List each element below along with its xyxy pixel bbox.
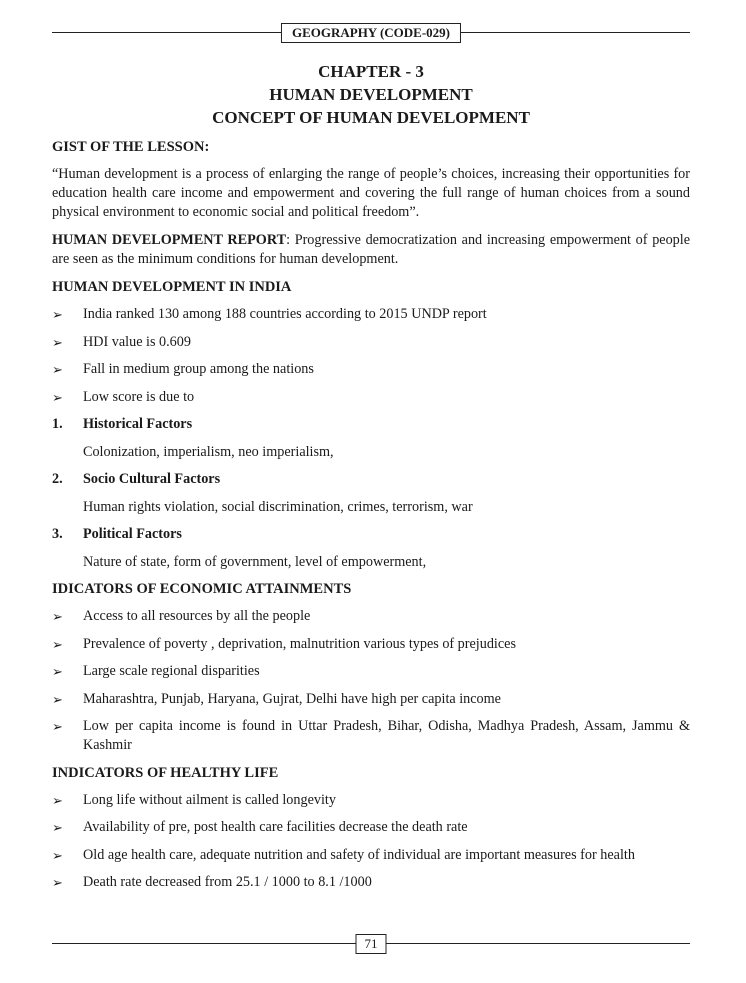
factor-heading: 3. Political Factors	[52, 526, 182, 542]
arrow-bullet-icon: ➢	[52, 636, 63, 652]
chapter-number: CHAPTER - 3	[318, 62, 424, 81]
page-number: 71	[356, 934, 387, 954]
list-item: ➢ HDI value is 0.609	[52, 333, 191, 350]
gist-heading: GIST OF THE LESSON:	[52, 139, 210, 155]
factor-heading: 2. Socio Cultural Factors	[52, 471, 221, 487]
page-content	[52, 138, 690, 901]
hd-india-heading: HUMAN DEVELOPMENT IN INDIA	[52, 279, 292, 295]
topic-title: CONCEPT OF HUMAN DEVELOPMENT	[212, 108, 530, 127]
chapter-titles	[52, 60, 690, 129]
page-footer	[52, 934, 690, 956]
arrow-bullet-icon: ➢	[52, 847, 63, 863]
arrow-bullet-icon: ➢	[52, 362, 63, 377]
list-item: ➢ Old age health care, adequate nutrition and safety of individual are important measures for health	[52, 846, 635, 863]
arrow-bullet-icon: ➢	[52, 719, 63, 734]
arrow-bullet-icon: ➢	[52, 334, 63, 350]
list-item: ➢ Low per capita income is found in Uttar Pradesh, Bihar, Odisha, Madhya Pradesh, Assam, Jammu & Kashmir	[52, 718, 690, 753]
page-header	[52, 23, 690, 43]
arrow-bullet-icon: ➢	[52, 820, 63, 835]
list-item: ➢ Maharashtra, Punjab, Haryana, Gujrat, Delhi have high per capita income	[52, 690, 501, 707]
factor-description: Nature of state, form of government, level of empowerment,	[83, 553, 427, 570]
list-item: ➢ India ranked 130 among 188 countries according to 2015 UNDP report	[52, 306, 487, 322]
healthy-heading: INDICATORS OF HEALTHY LIFE	[52, 764, 279, 781]
list-item: ➢ Large scale regional disparities	[52, 663, 260, 679]
gist-quote: “Human development is a process of enlarging the range of people’s choices, increasing their opportunities for education health care income and empowerment and covering the full range of human choices from a sound physical environment to economic social and political freedom”.	[52, 166, 690, 220]
arrow-bullet-icon: ➢	[52, 307, 63, 322]
factor-description: Human rights violation, social discrimination, crimes, terrorism, war	[83, 498, 473, 515]
arrow-bullet-icon: ➢	[52, 792, 63, 808]
list-item: ➢ Fall in medium group among the nations	[52, 361, 314, 377]
arrow-bullet-icon: ➢	[52, 875, 63, 890]
list-item: ➢ Availability of pre, post health care facilities decrease the death rate	[52, 819, 468, 835]
arrow-bullet-icon: ➢	[52, 609, 63, 624]
unit-title: HUMAN DEVELOPMENT	[269, 85, 473, 104]
list-item: ➢ Long life without ailment is called longevity	[52, 791, 336, 808]
hdr-paragraph	[52, 231, 690, 269]
hdr-text: : Progressive democratization and increasing empowerment of people are seen as the minimum conditions for human development.	[52, 232, 691, 267]
factor-heading: 1. Historical Factors	[52, 416, 193, 432]
list-item: ➢ Death rate decreased from 25.1 / 1000 to 8.1 /1000	[52, 874, 372, 890]
arrow-bullet-icon: ➢	[52, 389, 63, 405]
factor-description: Colonization, imperialism, neo imperialism,	[83, 443, 334, 460]
economic-heading: IDICATORS OF ECONOMIC ATTAINMENTS	[52, 581, 352, 597]
list-item: ➢ Prevalence of poverty , deprivation, malnutrition various types of prejudices	[52, 635, 516, 652]
arrow-bullet-icon: ➢	[52, 664, 63, 679]
hdr-term: HUMAN DEVELOPMENT REPORT	[52, 232, 287, 248]
subject-label: GEOGRAPHY (CODE-029)	[281, 23, 461, 43]
arrow-bullet-icon: ➢	[52, 691, 63, 707]
list-item: ➢ Low score is due to	[52, 388, 195, 405]
list-item: ➢ Access to all resources by all the people	[52, 608, 311, 624]
